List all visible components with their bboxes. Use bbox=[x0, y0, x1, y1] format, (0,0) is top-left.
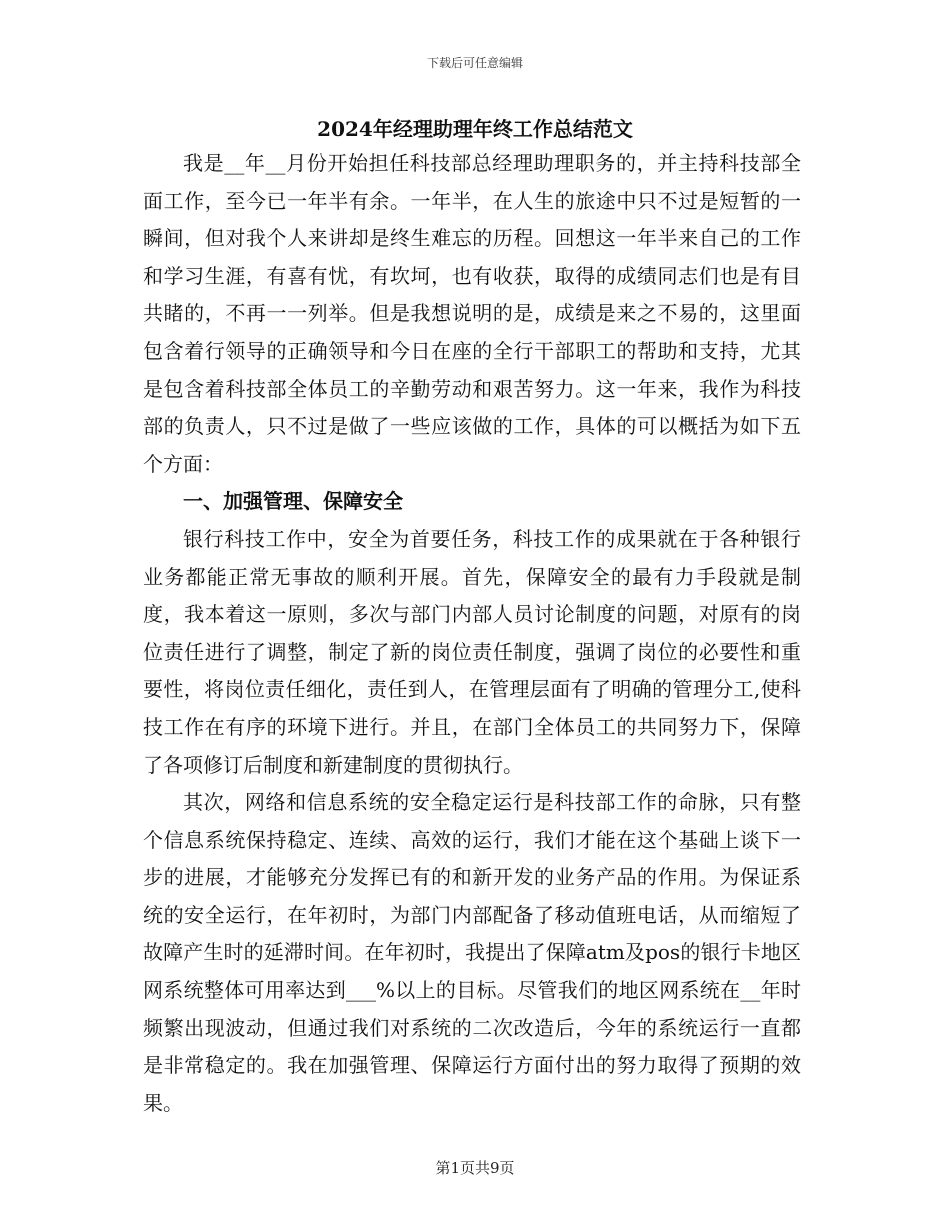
body-paragraph-safety: 银行科技工作中，安全为首要任务，科技工作的成果就在于各种银行业务都能正常无事故的顺利开展。首先，保障安全的最有力手段就是制度，我本着这一原则，多次与部门内部人员讨论制度的问题，对原有的岗位责任进行了调整，制定了新的岗位责任制度，强调了岗位的必要性和重要性，将岗位责任细化，责任到人，在管理层面有了明确的管理分工,使科技工作在有序的环境下进行。并且，在部门全体员工的共同努力下，保障了各项修订后制度和新建制度的贯彻执行。 bbox=[143, 526, 801, 777]
document-body bbox=[143, 145, 801, 1122]
body-paragraph-intro: 我是__年__月份开始担任科技部总经理助理职务的，并主持科技部全面工作，至今已一年半有余。一年半，在人生的旅途中只不过是短暂的一瞬间，但对我个人来讲却是终生难忘的历程。回想这一年半来自己的工作和学习生涯，有喜有忧，有坎坷，也有收获，取得的成绩同志们也是有目共睹的，不再一一列举。但是我想说明的是，成绩是来之不易的，这里面包含着行领导的正确领导和今日在座的全行干部职工的帮助和支持，尤其是包含着科技部全体员工的辛勤劳动和艰苦努力。这一年来，我作为科技部的负责人，只不过是做了一些应该做的工作，具体的可以概括为如下五个方面： bbox=[143, 151, 801, 476]
section-heading-1: 一、加强管理、保障安全 bbox=[183, 489, 403, 514]
page-footer-number: 第1页共9页 bbox=[435, 1159, 515, 1177]
document-title: 2024年经理助理年终工作总结范文 bbox=[317, 117, 633, 141]
page-header-note: 下载后可任意编辑 bbox=[426, 56, 523, 70]
body-paragraph-network: 其次，网络和信息系统的安全稳定运行是科技部工作的命脉，只有整个信息系统保持稳定、连续、高效的运行，我们才能在这个基础上谈下一步的进展，才能够充分发挥已有的和新开发的业务产品的作用。为保证系统的安全运行，在年初时，为部门内部配备了移动值班电话，从而缩短了故障产生时的延滞时间。在年初时，我提出了保障atm及pos的银行卡地区网系统整体可用率达到___%以上的目标。尽管我们的地区网系统在__年时频繁出现波动，但通过我们对系统的二次改造后，今年的系统运行一直都是非常稳定的。我在加强管理、保障运行方面付出的努力取得了预期的效果。 bbox=[143, 790, 801, 1115]
